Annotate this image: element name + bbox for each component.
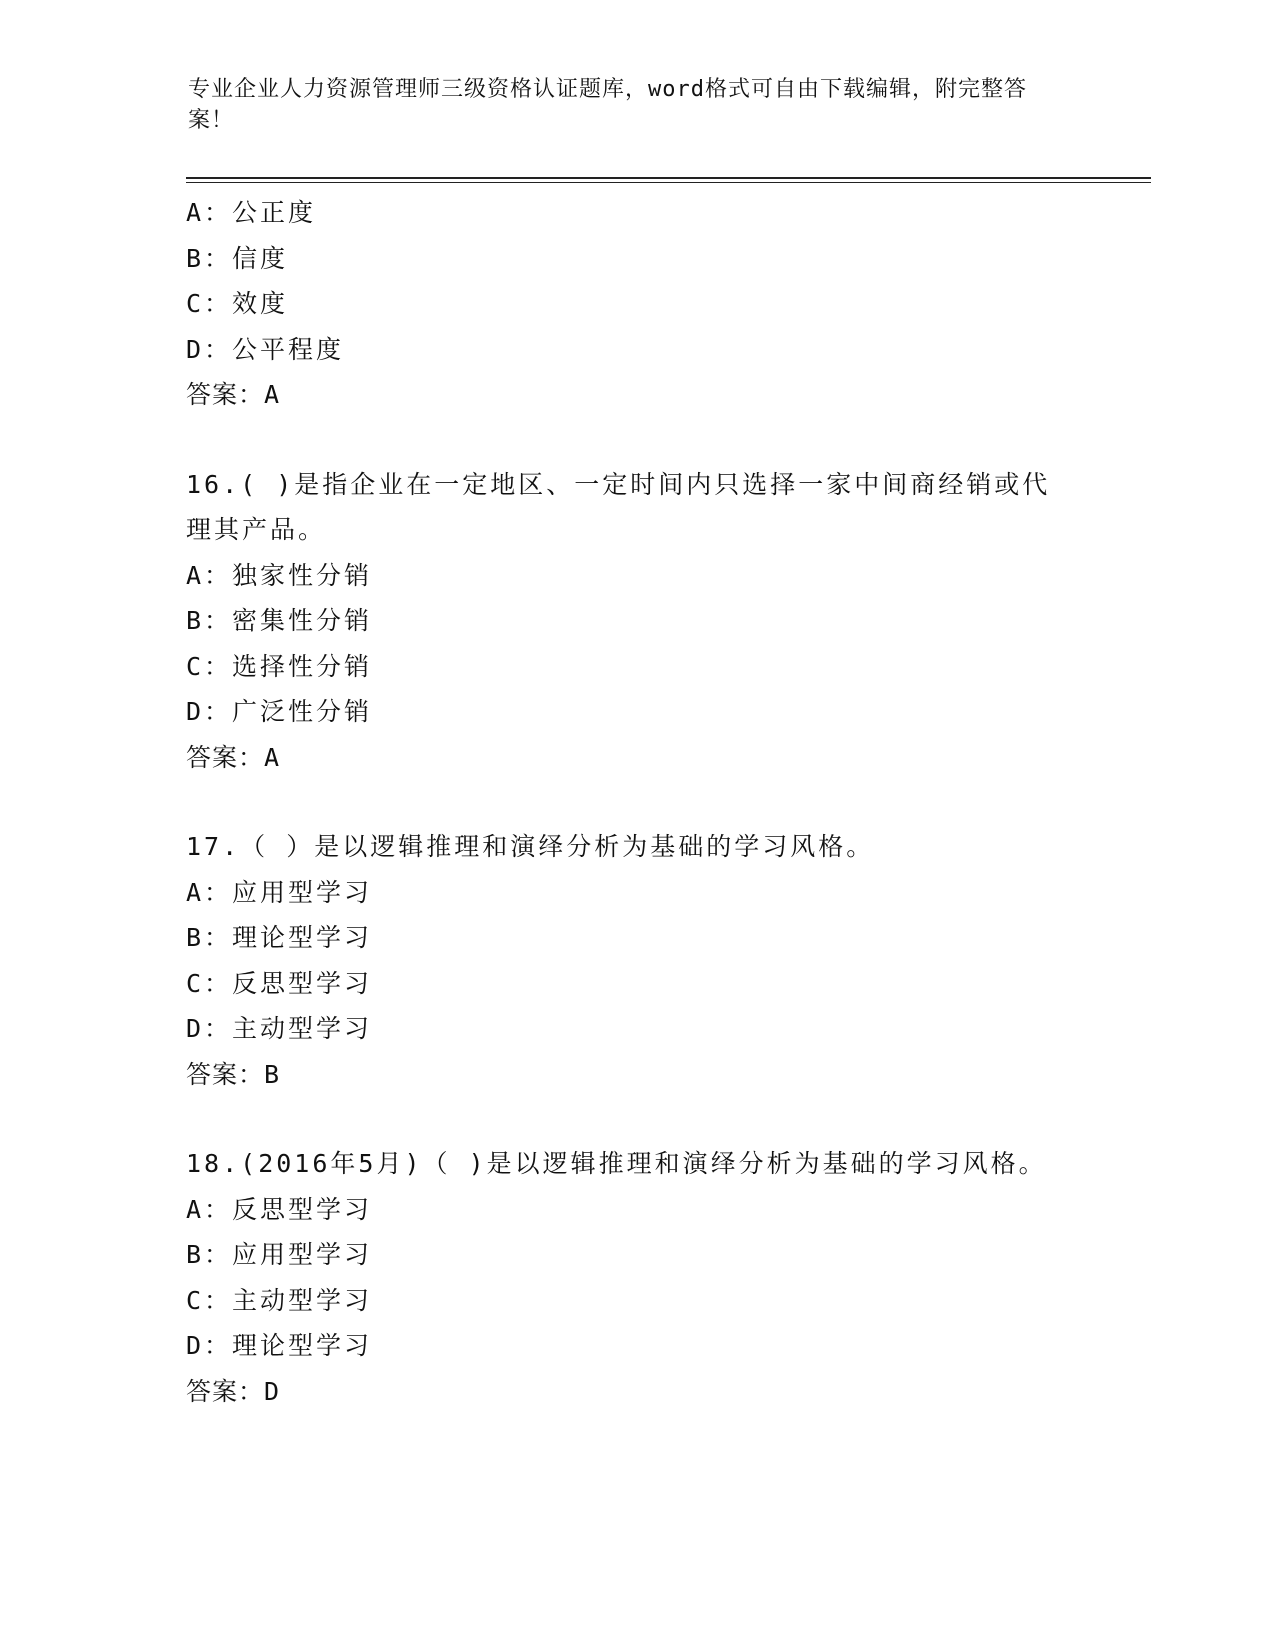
option-d: D：广泛性分销 xyxy=(186,697,373,726)
option-a: A：公正度 xyxy=(186,198,317,227)
header-divider-thick xyxy=(186,177,1151,179)
answer-line xyxy=(186,372,1086,418)
option-a: A：独家性分销 xyxy=(186,560,373,590)
option-a: A：应用型学习 xyxy=(186,877,373,907)
question-list xyxy=(186,190,1086,1414)
option-c: C：选择性分销 xyxy=(186,651,373,681)
answer-label: 答案： xyxy=(186,742,265,772)
option-b: B：密集性分销 xyxy=(186,606,373,635)
answer-label: 答案： xyxy=(186,1376,265,1406)
answer-line xyxy=(186,1052,1086,1098)
question-stem: 17.（ ）是以逻辑推理和演绎分析为基础的学习风格。 xyxy=(186,832,875,861)
option-b: B：应用型学习 xyxy=(186,1240,373,1269)
option-b: B：信度 xyxy=(186,243,289,273)
option-d: D：公平程度 xyxy=(186,334,345,364)
answer-label: 答案： xyxy=(186,380,265,409)
answer-value: A xyxy=(264,380,281,409)
option-a: A：反思型学习 xyxy=(186,1194,373,1224)
question-stem: 16.( )是指企业在一定地区、一定时间内只选择一家中间商经销或代理其产品。 xyxy=(186,469,1051,544)
question-block-16 xyxy=(186,462,1086,781)
question-block-15 xyxy=(186,190,1086,418)
header-divider-thin xyxy=(186,182,1151,183)
answer-line xyxy=(186,1369,1086,1415)
question-block-17 xyxy=(186,824,1086,1097)
option-c: C：反思型学习 xyxy=(186,968,373,998)
answer-value: B xyxy=(264,1059,281,1089)
option-d: D：理论型学习 xyxy=(186,1331,373,1360)
option-d: D：主动型学习 xyxy=(186,1014,373,1043)
answer-value: D xyxy=(264,1376,281,1406)
option-c: C：效度 xyxy=(186,289,289,318)
question-stem: 18.(2016年5月)（ )是以逻辑推理和演绎分析为基础的学习风格。 xyxy=(186,1149,1047,1178)
answer-line xyxy=(186,735,1086,781)
option-b: B：理论型学习 xyxy=(186,923,373,952)
answer-value: A xyxy=(264,742,281,772)
question-block-18 xyxy=(186,1141,1086,1414)
option-c: C：主动型学习 xyxy=(186,1285,373,1315)
document-header: 专业企业人力资源管理师三级资格认证题库，word格式可自由下载编辑，附完整答案！ xyxy=(188,77,1027,133)
answer-label: 答案： xyxy=(186,1059,265,1089)
